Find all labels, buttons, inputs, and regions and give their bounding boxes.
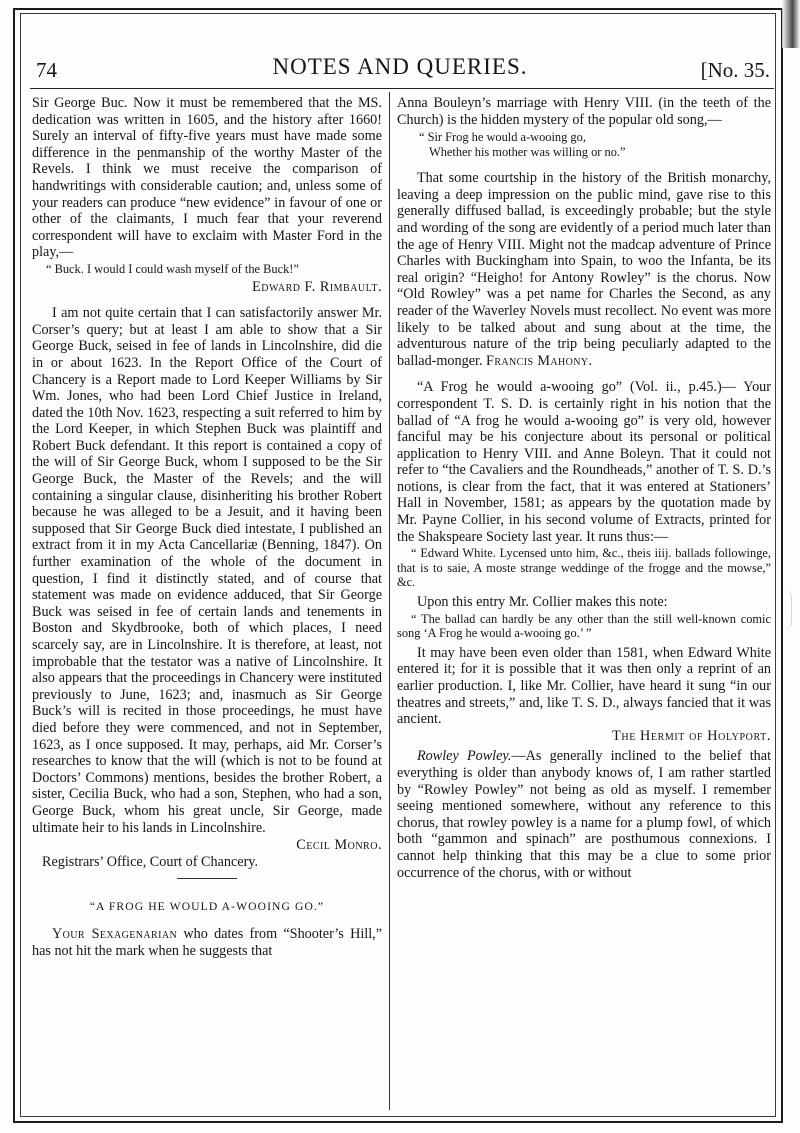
section-divider — [177, 878, 237, 879]
article-title: “A FROG HE WOULD A-WOOING GO.” — [89, 900, 325, 914]
paragraph: Sir George Buc. Now it must be remembered that the MS. dedication was written in 1605, and the history after 1660! Surely an interval of fifty-five years must have made some difference in the penmanship of the worthy Master of the Revels. I think we must receive the comparison of handwritings with considerable caution; and, unless some of your readers can produce “new evidence” in favour of one or other of the claimants, I much fear that your reverend correspondent will have to exclaim with Master Ford in the play,— — [32, 95, 382, 261]
verse — [397, 130, 771, 160]
verse-line: Whether his mother was willing or no.” — [429, 145, 626, 160]
left-column — [32, 95, 382, 1107]
lead-words: Your Sexagenarian — [52, 925, 178, 942]
quotation: “ The ballad can hardly be any other than the still well-known comic song ‘A Frog he would a-wooing go.’ ” — [397, 611, 771, 641]
issue-number: [No. 35. — [700, 58, 770, 82]
signature-place: Registrars’ Office, Court of Chancery. — [42, 853, 259, 870]
margin-smudge — [775, 590, 792, 630]
paragraph: Upon this entry Mr. Collier makes this note: — [417, 594, 668, 611]
paragraph: It may have been even older than 1581, when Edward White entered it; for it is possible that it was then only a reprint of an earlier production. I, like Mr. Collier, have heard it sung “in our theatres and streets,” and, like T. S. D., always fancied that it was ancient. — [397, 644, 771, 728]
paragraph — [397, 748, 771, 881]
signature: Edward F. Rimbault. — [252, 278, 382, 295]
lead-words: Rowley Powley. — [417, 748, 512, 765]
column-divider — [389, 92, 390, 1110]
paragraph-text: —As generally inclined to the belief that everything is older than anybody knows of, I am rather startled by “Rowley Powley” not being as old as myself. I remember seeing mentioned somewhere, without any reference to this chorus, that rowley powley is a name for a plump fowl, of which both “gammon and spinach” are posthumous connexions. I cannot help thinking that this may be a clue to some prior occurrence of the chorus, with or without — [397, 748, 771, 881]
header-rule — [30, 88, 774, 89]
paragraph-text: That some courtship in the history of the British monarchy, leaving a deep impression on the public mind, gave rise to this generally diffused ballad, is exceedingly probable; but the style and wording of the song are evidently of a period much later than the age of Henry VIII. Might not the madcap adventure of Prince Charles with Buckingham into Spain, to woo the Infanta, be its real origin? “Heigho! for Antony Rowley” is the chorus. Now “Old Rowley” was a pet name for Charles the Second, as any reader of the Waverley Novels must recollect. No event was more likely to be talked about and sung about at the time, the adventurous nature of the trip being peculiarly adapted to the ballad-monger. — [397, 170, 771, 369]
signature: The Hermit of Holyport. — [612, 727, 771, 744]
paragraph: “A Frog he would a-wooing go” (Vol. ii., p.45.)— Your correspondent T. S. D. is certainly right in his notion that the ballad of “A frog he would a-wooing go” is very old, however fanciful may be his conjecture about its personal or political application to Henry VIII. and Anne Boleyn. That it could not refer to “the Cavaliers and the Roundheads,” another of T. S. D.’s notions, is clear from the fact, that it was entered at Stationers’ Hall in November, 1581; as appears by the quotation made by Mr. Payne Collier, in his second volume of Extracts, printed for the Shakspeare Society last year. It runs thus:— — [397, 379, 771, 545]
paragraph — [397, 170, 771, 369]
verse-line: “ Sir Frog he would a-wooing go, — [419, 130, 586, 145]
page-header — [30, 50, 770, 90]
running-title: NOTES AND QUERIES. — [272, 54, 528, 79]
paragraph: I am not quite certain that I can satisfactorily answer Mr. Corser’s query; but at least I am able to show that a Sir George Buck, seised in fee of lands in Lincolnshire, did die in or about 1623. In the Report Office of the Court of Chancery is a Report made to Lord Keeper Williams by Sir Wm. Jones, who had been Lord Chief Justice in Ireland, dated the 10th Nov. 1623, respecting a suit referred to him by the Lord Keeper, in which Stephen Buck was plaintiff and Robert Buck defendant. It this report is contained a copy of the will of Sir George Buck, whom I supposed to be the Sir George Buck, the Master of the Revels; and the will containing a singular clause, disinheriting his brother Robert because he was alleged to be a Jesuit, and it having been supposed that Sir George Buck died intestate, I published an extract from it in my Acta Cancellariæ (Benning, 1847). On further examination of the whole of the document in question, I find it distinctly stated, and of course that statement was made on evidence adduced, that Sir George Buck was seised in fee of certain lands and tenements in Boston and Skydbrooke, both of which places, I need scarcely say, are in Lincolnshire. It is therefore, at least, not improbable that the testator was a native of Lincolnshire. It also appears that the proceedings in Chancery were instituted previously to June, 1623; and, inasmuch as Sir George Buck’s will is recited in those proceedings, he must have died before they were commenced, and not in September, 1623, as I once supposed. It may, perhaps, aid Mr. Corser’s researches to know that the will (which is not to be found at Doctors’ Commons) mentions, besides the brother Robert, a sister, Cecilia Buck, who had a son, Stephen, who had a son, George Buck, whom his great uncle, Sir George, made ultimate heir to his lands in Lincolnshire. — [32, 305, 382, 836]
paragraph — [32, 926, 382, 959]
quotation: “ Edward White. Lycensed unto him, &c., theis iiij. ballads followinge, that is to saie, A moste strange weddinge of the frogge and the mowse,” &c. — [397, 546, 771, 590]
right-column — [397, 95, 771, 1107]
scan-edge-mark — [782, 0, 800, 48]
signature: Francis Mahony. — [486, 352, 593, 369]
quotation: “ Buck. I would I could wash myself of the Buck!” — [46, 261, 299, 276]
paragraph: Anna Bouleyn’s marriage with Henry VIII. (in the teeth of the Church) is the hidden mystery of the popular old song,— — [397, 95, 771, 128]
page-number: 74 — [36, 58, 57, 82]
paragraph-text: who dates from “Shooter’s Hill,” has not hit the mark when he suggests that — [32, 925, 382, 959]
signature: Cecil Monro. — [296, 837, 382, 854]
